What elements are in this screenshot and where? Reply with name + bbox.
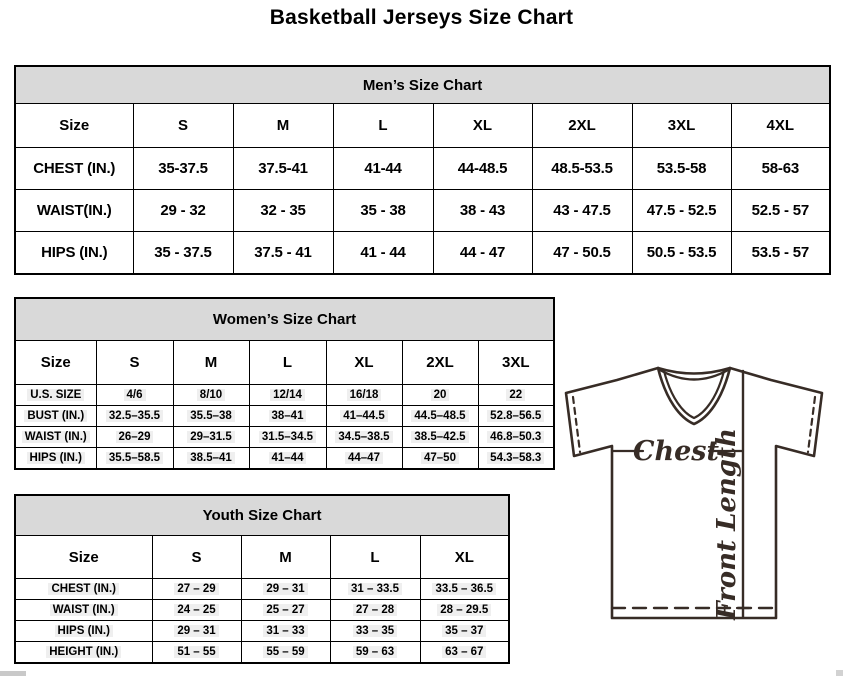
table-cell: 37.5 - 41 — [233, 232, 333, 275]
row-label: CHEST (IN.) — [15, 148, 133, 190]
row-label: CHEST (IN.) — [15, 579, 152, 600]
table-cell: 50.5 - 53.5 — [632, 232, 731, 275]
column-header: XL — [433, 104, 532, 148]
table-header-row — [15, 104, 830, 148]
row-label: WAIST (IN.) — [15, 600, 152, 621]
table-cell: 29 - 32 — [133, 190, 233, 232]
table-cell: 58-63 — [731, 148, 830, 190]
table-cell: 63 – 67 — [420, 642, 509, 664]
table-cell: 38.5–42.5 — [402, 427, 478, 448]
table-cell: 41–44.5 — [326, 406, 402, 427]
womens-size-chart-table — [14, 297, 555, 470]
row-label: HEIGHT (IN.) — [15, 642, 152, 664]
table-cell: 8/10 — [173, 385, 249, 406]
table-cell: 34.5–38.5 — [326, 427, 402, 448]
table-title-row — [15, 66, 830, 104]
table-title-row — [15, 298, 554, 341]
column-header: 3XL — [478, 341, 554, 385]
table-cell: 35.5–38 — [173, 406, 249, 427]
table-cell: 37.5-41 — [233, 148, 333, 190]
table-cell: 47.5 - 52.5 — [632, 190, 731, 232]
page-title: Basketball Jerseys Size Chart — [269, 6, 574, 29]
column-header: Size — [15, 536, 152, 579]
table-cell: 31.5–34.5 — [249, 427, 326, 448]
jersey-measurement-diagram — [554, 356, 840, 632]
table-cell: 55 – 59 — [241, 642, 330, 664]
table-header-row — [15, 341, 554, 385]
column-header: L — [330, 536, 420, 579]
table-cell: 59 – 63 — [330, 642, 420, 664]
table-header-row — [15, 536, 509, 579]
front-length-label: Front Length — [712, 428, 742, 620]
row-label: U.S. SIZE — [15, 385, 96, 406]
table-row — [15, 579, 509, 600]
table-title-row — [15, 495, 509, 536]
table-cell: 27 – 28 — [330, 600, 420, 621]
table-cell: 38–41 — [249, 406, 326, 427]
table-cell: 27 – 29 — [152, 579, 241, 600]
table-row — [15, 406, 554, 427]
table-cell: 41–44 — [249, 448, 326, 470]
table-cell: 35-37.5 — [133, 148, 233, 190]
row-label: HIPS (IN.) — [15, 448, 96, 470]
table-cell: 16/18 — [326, 385, 402, 406]
table-row — [15, 232, 830, 275]
table-row — [15, 190, 830, 232]
table-cell: 31 – 33.5 — [330, 579, 420, 600]
table-cell: 29 – 31 — [152, 621, 241, 642]
table-row — [15, 148, 830, 190]
table-cell: 48.5-53.5 — [532, 148, 632, 190]
row-label: WAIST (IN.) — [15, 427, 96, 448]
table-title: Women’s Size Chart — [15, 298, 554, 341]
column-header: Size — [15, 104, 133, 148]
table-cell: 51 – 55 — [152, 642, 241, 664]
table-cell: 52.8–56.5 — [478, 406, 554, 427]
row-label: BUST (IN.) — [15, 406, 96, 427]
table-cell: 35 - 38 — [333, 190, 433, 232]
column-header: 2XL — [532, 104, 632, 148]
table-row — [15, 427, 554, 448]
table-cell: 35 - 37.5 — [133, 232, 233, 275]
mens-size-chart-table — [14, 65, 831, 275]
table-cell: 33 – 35 — [330, 621, 420, 642]
table-cell: 38 - 43 — [433, 190, 532, 232]
table-cell: 44.5–48.5 — [402, 406, 478, 427]
column-header: S — [96, 341, 173, 385]
table-cell: 29–31.5 — [173, 427, 249, 448]
column-header: S — [133, 104, 233, 148]
chest-label: Chest — [633, 436, 719, 467]
table-cell: 35.5–58.5 — [96, 448, 173, 470]
table-cell: 20 — [402, 385, 478, 406]
column-header: Size — [15, 341, 96, 385]
table-cell: 52.5 - 57 — [731, 190, 830, 232]
table-cell: 32 - 35 — [233, 190, 333, 232]
table-cell: 24 – 25 — [152, 600, 241, 621]
column-header: M — [233, 104, 333, 148]
table-row — [15, 642, 509, 664]
table-row — [15, 600, 509, 621]
table-cell: 53.5-58 — [632, 148, 731, 190]
column-header: XL — [420, 536, 509, 579]
table-cell: 12/14 — [249, 385, 326, 406]
table-cell: 38.5–41 — [173, 448, 249, 470]
table-cell: 44-48.5 — [433, 148, 532, 190]
table-cell: 53.5 - 57 — [731, 232, 830, 275]
youth-size-chart-table — [14, 494, 510, 664]
column-header: 2XL — [402, 341, 478, 385]
table-cell: 28 – 29.5 — [420, 600, 509, 621]
table-cell: 32.5–35.5 — [96, 406, 173, 427]
column-header: XL — [326, 341, 402, 385]
column-header: M — [173, 341, 249, 385]
row-label: HIPS (IN.) — [15, 621, 152, 642]
table-cell: 33.5 – 36.5 — [420, 579, 509, 600]
table-row — [15, 385, 554, 406]
jersey-outline — [566, 368, 822, 618]
table-title: Youth Size Chart — [15, 495, 509, 536]
jersey-diagram-svg — [554, 356, 840, 632]
column-header: L — [333, 104, 433, 148]
table-cell: 41-44 — [333, 148, 433, 190]
ui-fragment-bottom-right — [836, 670, 843, 676]
column-header: 4XL — [731, 104, 830, 148]
row-label: HIPS (IN.) — [15, 232, 133, 275]
table-row — [15, 621, 509, 642]
column-header: S — [152, 536, 241, 579]
table-cell: 44–47 — [326, 448, 402, 470]
table-cell: 47–50 — [402, 448, 478, 470]
column-header: M — [241, 536, 330, 579]
column-header: 3XL — [632, 104, 731, 148]
table-title: Men’s Size Chart — [15, 66, 830, 104]
table-cell: 46.8–50.3 — [478, 427, 554, 448]
table-cell: 47 - 50.5 — [532, 232, 632, 275]
table-cell: 26–29 — [96, 427, 173, 448]
row-label: WAIST(IN.) — [15, 190, 133, 232]
table-cell: 31 – 33 — [241, 621, 330, 642]
table-cell: 35 – 37 — [420, 621, 509, 642]
table-cell: 43 - 47.5 — [532, 190, 632, 232]
table-row — [15, 448, 554, 470]
table-cell: 29 – 31 — [241, 579, 330, 600]
table-cell: 25 – 27 — [241, 600, 330, 621]
ui-fragment-bottom-left — [0, 671, 26, 676]
column-header: L — [249, 341, 326, 385]
table-cell: 41 - 44 — [333, 232, 433, 275]
table-cell: 22 — [478, 385, 554, 406]
table-cell: 54.3–58.3 — [478, 448, 554, 470]
table-cell: 44 - 47 — [433, 232, 532, 275]
table-cell: 4/6 — [96, 385, 173, 406]
